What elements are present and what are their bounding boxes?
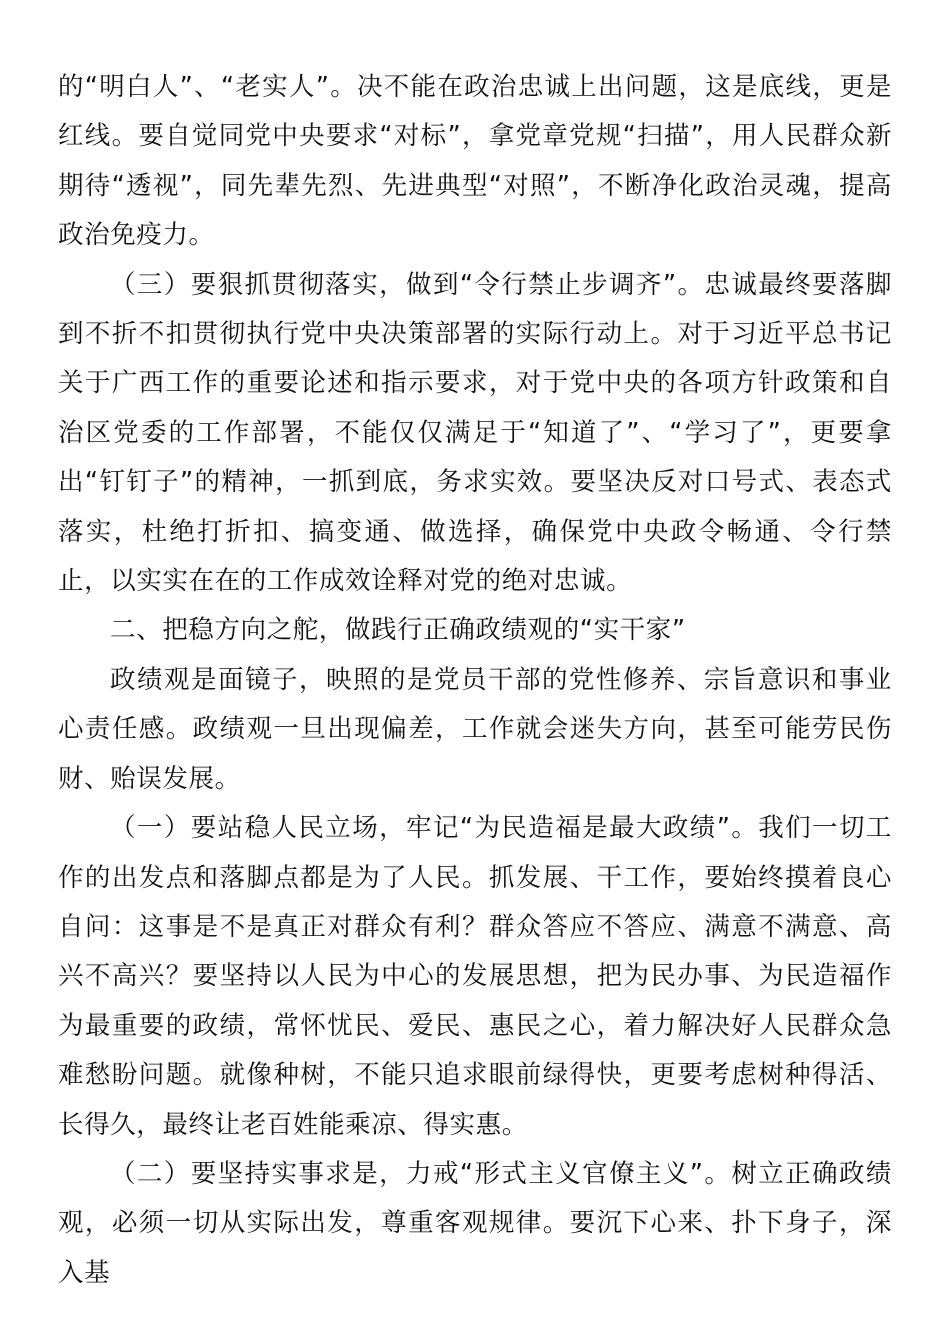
section-heading-two: 二、把稳方向之舵，做践行正确政绩观的“实干家” (110, 615, 686, 646)
paragraph-intro: 政绩观是面镜子，映照的是党员干部的党性修养、宗旨意识和事业心责任感。政绩观一旦出现偏差，工作就会迷失方向，甚至可能劳民伤财、贻误发展。 (58, 664, 892, 794)
paragraph-continuation: 的“明白人”、“老实人”。决不能在政治忠诚上出问题，这是底线，更是红线。要自觉同党中央要求“对标”，拿党章党规“扫描”，用人民群众新期待“透视”，同先辈先烈、先进典型“对照”，不断净化政治灵魂，提高政治免疫力。 (58, 72, 892, 251)
paragraph-section-three: （三）要狠抓贯彻落实，做到“令行禁止步调齐”。忠诚最终要落脚到不折不扣贯彻执行党中央决策部署的实际行动上。对于习近平总书记关于广西工作的重要论述和指示要求，对于党中央的各项方针政策和自治区党委的工作部署，不能仅仅满足于“知道了”、“学习了”，更要拿出“钉钉子”的精神，一抓到底，务求实效。要坚决反对口号式、表态式落实，杜绝打折扣、搞变通、做选择，确保党中央政令畅通、令行禁止，以实实在在的工作成效诠释对党的绝对忠诚。 (58, 269, 892, 597)
paragraph-subsection-two: （二）要坚持实事求是，力戒“形式主义官僚主义”。树立正确政绩观，必须一切从实际出发，尊重客观规律。要沉下心来、扑下身子，深入基 (58, 1158, 892, 1288)
paragraph-subsection-one: （一）要站稳人民立场，牢记“为民造福是最大政绩”。我们一切工作的出发点和落脚点都是为了人民。抓发展、干工作，要始终摸着良心自问：这事是不是真正对群众有利？群众答应不答应、满意不满意、高兴不高兴？要坚持以人民为中心的发展思想，把为民办事、为民造福作为最重要的政绩，常怀忧民、爱民、惠民之心，着力解决好人民群众急难愁盼问题。就像种树，不能只追求眼前绿得快，更要考虑树种得活、长得久，最终让老百姓能乘凉、得实惠。 (58, 813, 892, 1140)
